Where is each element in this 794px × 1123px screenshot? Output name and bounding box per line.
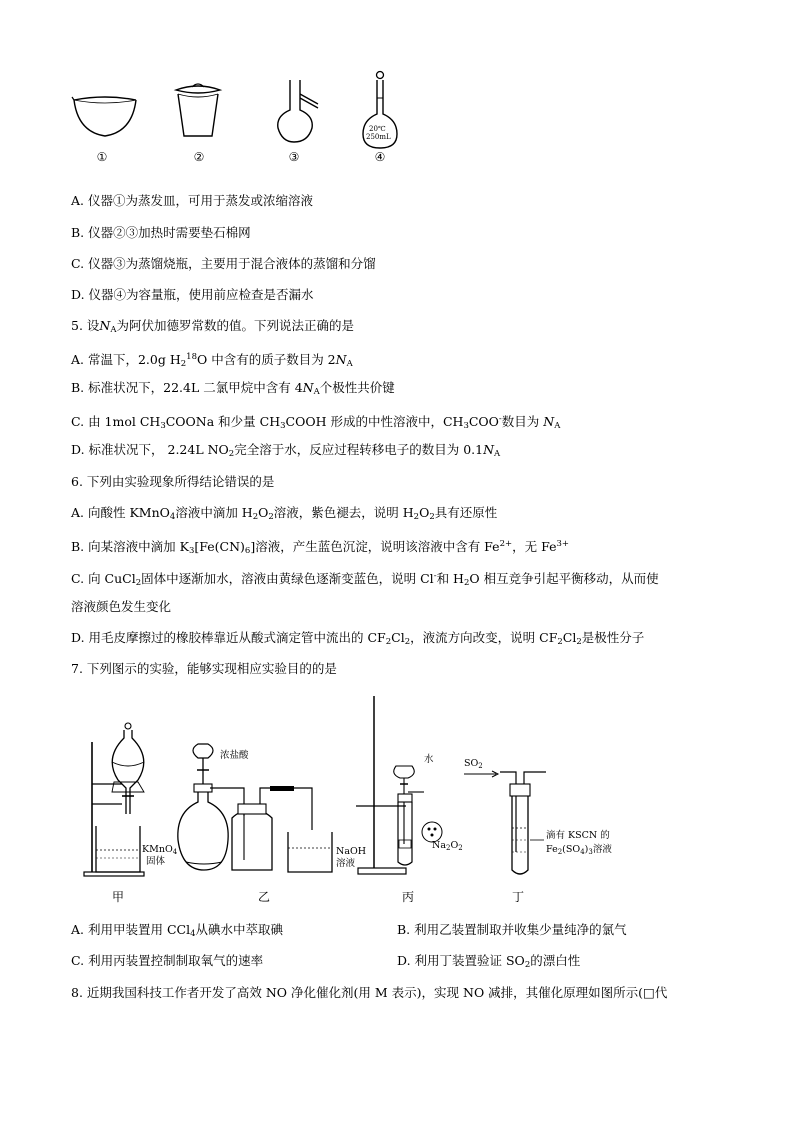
q5c-text-2: COONa 和少量 CH	[165, 414, 281, 429]
kscn-2e: 溶液	[592, 844, 612, 855]
figure-number-2: ②	[193, 150, 205, 164]
q5-option-a	[71, 348, 353, 373]
q6b-1: B. 向某溶液中滴加 K	[71, 539, 189, 554]
q5a-sub: 2	[180, 359, 187, 369]
caption-bing: 丙	[401, 890, 414, 904]
caption-jia: 甲	[111, 890, 124, 904]
crucible-figure	[172, 80, 224, 140]
q6d-s4: 2	[576, 637, 582, 647]
figure-number-3: ③	[288, 150, 300, 164]
q6c-s2: 2	[463, 578, 470, 588]
q6b-s1: 3	[188, 546, 195, 556]
q6b-sup2: 3+	[556, 539, 570, 549]
na2o2-label	[432, 840, 463, 854]
kscn-2a: Fe	[546, 844, 558, 855]
figure-number-4: ④	[374, 150, 386, 164]
apparatus-yi	[142, 740, 377, 880]
q5b-text-2: 个极性共价键	[319, 380, 395, 395]
q5-stem-post: 为阿伏加德罗常数的值。下列说法正确的是	[116, 318, 354, 333]
q5d-text-2: 完全溶于水，反应过程转移电子的数目为 0.1	[234, 442, 484, 457]
q5c-n: N	[543, 414, 555, 429]
evaporating-dish-drawing	[70, 92, 140, 142]
q7-option-c: C. 利用丙装置控制制取氧气的速率	[71, 953, 264, 968]
naoh-solution-label: 溶液	[336, 858, 356, 869]
na2o2-text-2: O	[450, 840, 459, 851]
q6a-1: A. 向酸性 KMnO	[71, 505, 170, 520]
q6-option-a	[71, 504, 497, 526]
water-label: 水	[424, 754, 434, 765]
so2-sub: 2	[478, 762, 483, 770]
q6a-s4: 2	[413, 512, 420, 522]
flask-temp-label: 20℃	[369, 125, 386, 133]
na2o2-text-1: Na	[432, 840, 446, 851]
q6d-s2: 2	[404, 637, 411, 647]
q5a-sup: 18	[186, 352, 197, 362]
q7d-1: D. 利用丁装置验证 SO	[397, 953, 525, 968]
apparatus-ding-drawing	[460, 756, 640, 880]
q6d-5: 是极性分子	[581, 630, 645, 645]
kmno4-label-sub: 4	[172, 848, 178, 856]
q6b-2: [Fe(CN)	[194, 539, 245, 554]
q5c-a: A	[554, 421, 561, 431]
so2-text: SO	[464, 758, 479, 769]
conc-hcl-label: 浓盐酸	[220, 750, 249, 761]
q6a-3: O	[258, 505, 269, 520]
distilling-flask-figure	[272, 78, 324, 144]
na2o2-sub-1: 2	[445, 844, 451, 852]
q5d-text-1: D. 标准状况下， 2.24L NO	[71, 442, 229, 457]
q4-option-a: A. 仪器①为蒸发皿，可用于蒸发或浓缩溶液	[71, 193, 313, 208]
q6c-3: 和 H	[436, 571, 464, 586]
q5a-text-1: A. 常温下，2.0g H	[71, 352, 181, 367]
q6d-4: Cl	[562, 630, 577, 645]
evaporating-dish-figure	[70, 92, 140, 142]
caption-yi: 乙	[257, 890, 270, 904]
q6b-3: ]溶液，产生蓝色沉淀，说明该溶液中含有 Fe	[250, 539, 500, 554]
volumetric-flask-figure	[360, 70, 400, 150]
flask-volume-label: 250mL	[366, 133, 391, 141]
q6-stem: 6. 下列由实验现象所得结论错误的是	[71, 474, 275, 489]
q5c-sub-3: 3	[463, 421, 469, 431]
q5b-n: N	[302, 380, 314, 395]
na-subscript: A	[110, 325, 117, 335]
q6a-6: 具有还原性	[434, 505, 498, 520]
q6d-s1: 2	[385, 637, 392, 647]
apparatus-ding	[460, 756, 640, 880]
q7d-sub: 2	[524, 960, 531, 970]
kscn-label-1: 滴有 KSCN 的	[546, 830, 610, 841]
q7-stem: 7. 下列图示的实验，能够实现相应实验目的的是	[71, 661, 337, 676]
q4-option-b: B. 仪器②③加热时需要垫石棉网	[71, 225, 251, 240]
q5c-sub-2: 3	[280, 421, 286, 431]
q5a-text-2: O 中含有的质子数目为 2	[196, 352, 336, 367]
q5-stem	[71, 317, 354, 339]
q5b-a: A	[313, 387, 320, 397]
q5c-text-3: COOH 形成的中性溶液中，CH	[285, 414, 464, 429]
q6c-1: C. 向 CuCl	[71, 571, 136, 586]
kscn-label-2	[546, 844, 612, 858]
q5d-a: A	[494, 449, 501, 459]
q5c-text-5: 数目为	[501, 414, 544, 429]
naoh-label: NaOH	[336, 846, 367, 857]
kscn-2sub1: 2	[557, 848, 563, 856]
q6a-s2: 2	[252, 512, 259, 522]
q7a-2: 从碘水中萃取碘	[195, 922, 284, 937]
na-symbol: N	[99, 318, 111, 333]
q5c-text-1: C. 由 1mol CH	[71, 414, 161, 429]
q5-option-c	[71, 410, 560, 435]
q5d-sub: 2	[228, 449, 235, 459]
q7a-sub: 4	[190, 929, 196, 939]
q5d-n: N	[483, 442, 495, 457]
crucible-drawing	[172, 80, 224, 140]
q5c-sub-1: 3	[160, 421, 166, 431]
q6a-4: 溶液，紫色褪去，说明 H	[273, 505, 414, 520]
q5a-n: N	[335, 352, 347, 367]
so2-label	[464, 758, 483, 772]
q6d-s3: 2	[557, 637, 563, 647]
q6a-2: 溶液中滴加 H	[175, 505, 253, 520]
q5c-sup: -	[498, 414, 502, 424]
q6a-s3: 2	[268, 512, 274, 522]
q6b-sup1: 2+	[499, 539, 513, 549]
kscn-2sub2: 4	[580, 848, 585, 856]
q6a-s5: 2	[429, 512, 435, 522]
q6d-2: Cl	[391, 630, 405, 645]
q4-option-d: D. 仪器④为容量瓶，使用前应检查是否漏水	[71, 287, 314, 302]
caption-ding: 丁	[511, 890, 524, 904]
q6-option-c	[71, 567, 659, 592]
q6-option-d	[71, 629, 644, 651]
apparatus-bing	[356, 694, 463, 876]
q7-option-d	[397, 952, 580, 974]
q6a-5: O	[419, 505, 430, 520]
q5-option-b	[71, 379, 395, 401]
q6d-1: D. 用毛皮摩擦过的橡胶棒靠近从酸式滴定管中流出的 CF	[71, 630, 386, 645]
q6b-s2: 6	[244, 546, 251, 556]
q6-option-c-line2: 溶液颜色发生变化	[71, 599, 172, 614]
q6c-4: O 相互竞争引起平衡移动，从而使	[469, 571, 659, 586]
q7-option-b: B. 利用乙装置制取并收集少量纯净的氯气	[397, 922, 627, 937]
q7d-2: 的漂白性	[530, 953, 581, 968]
q5c-text-4: COO	[468, 414, 499, 429]
q6c-sup: -	[433, 571, 437, 581]
q5-stem-pre: 5. 设	[71, 318, 100, 333]
q5-option-d	[71, 441, 500, 463]
kscn-2c: )	[584, 844, 589, 855]
q5a-a: A	[346, 359, 353, 369]
q7-option-a	[71, 921, 283, 943]
q7a-1: A. 利用甲装置用 CCl	[71, 922, 191, 937]
q8-stem: 8. 近期我国科技工作者开发了高效 NO 净化催化剂(用 M 表示)，实现 NO 减排，其催化原理如图所示(□代	[71, 985, 668, 1000]
q6d-3: ，液流方向改变，说明 CF	[410, 630, 558, 645]
q6b-4: ，无 Fe	[512, 539, 557, 554]
kmno4-label-text: KMnO	[142, 844, 173, 855]
solid-label: 固体	[146, 856, 166, 867]
q6a-s1: 4	[169, 512, 176, 522]
na2o2-sub-2: 2	[458, 844, 463, 852]
q6c-s1: 2	[135, 578, 142, 588]
figure-number-1: ①	[96, 150, 108, 164]
kscn-2sub3: 3	[588, 848, 593, 856]
q4-option-c: C. 仪器③为蒸馏烧瓶，主要用于混合液体的蒸馏和分馏	[71, 256, 376, 271]
q6-option-b	[71, 535, 569, 560]
q5b-text-1: B. 标准状况下，22.4L 二氯甲烷中含有 4	[71, 380, 303, 395]
distilling-flask-drawing	[272, 78, 324, 144]
kscn-2b: (SO	[562, 844, 581, 855]
q6c-2: 固体中逐渐加水，溶液由黄绿色逐渐变蓝色，说明 Cl	[141, 571, 434, 586]
